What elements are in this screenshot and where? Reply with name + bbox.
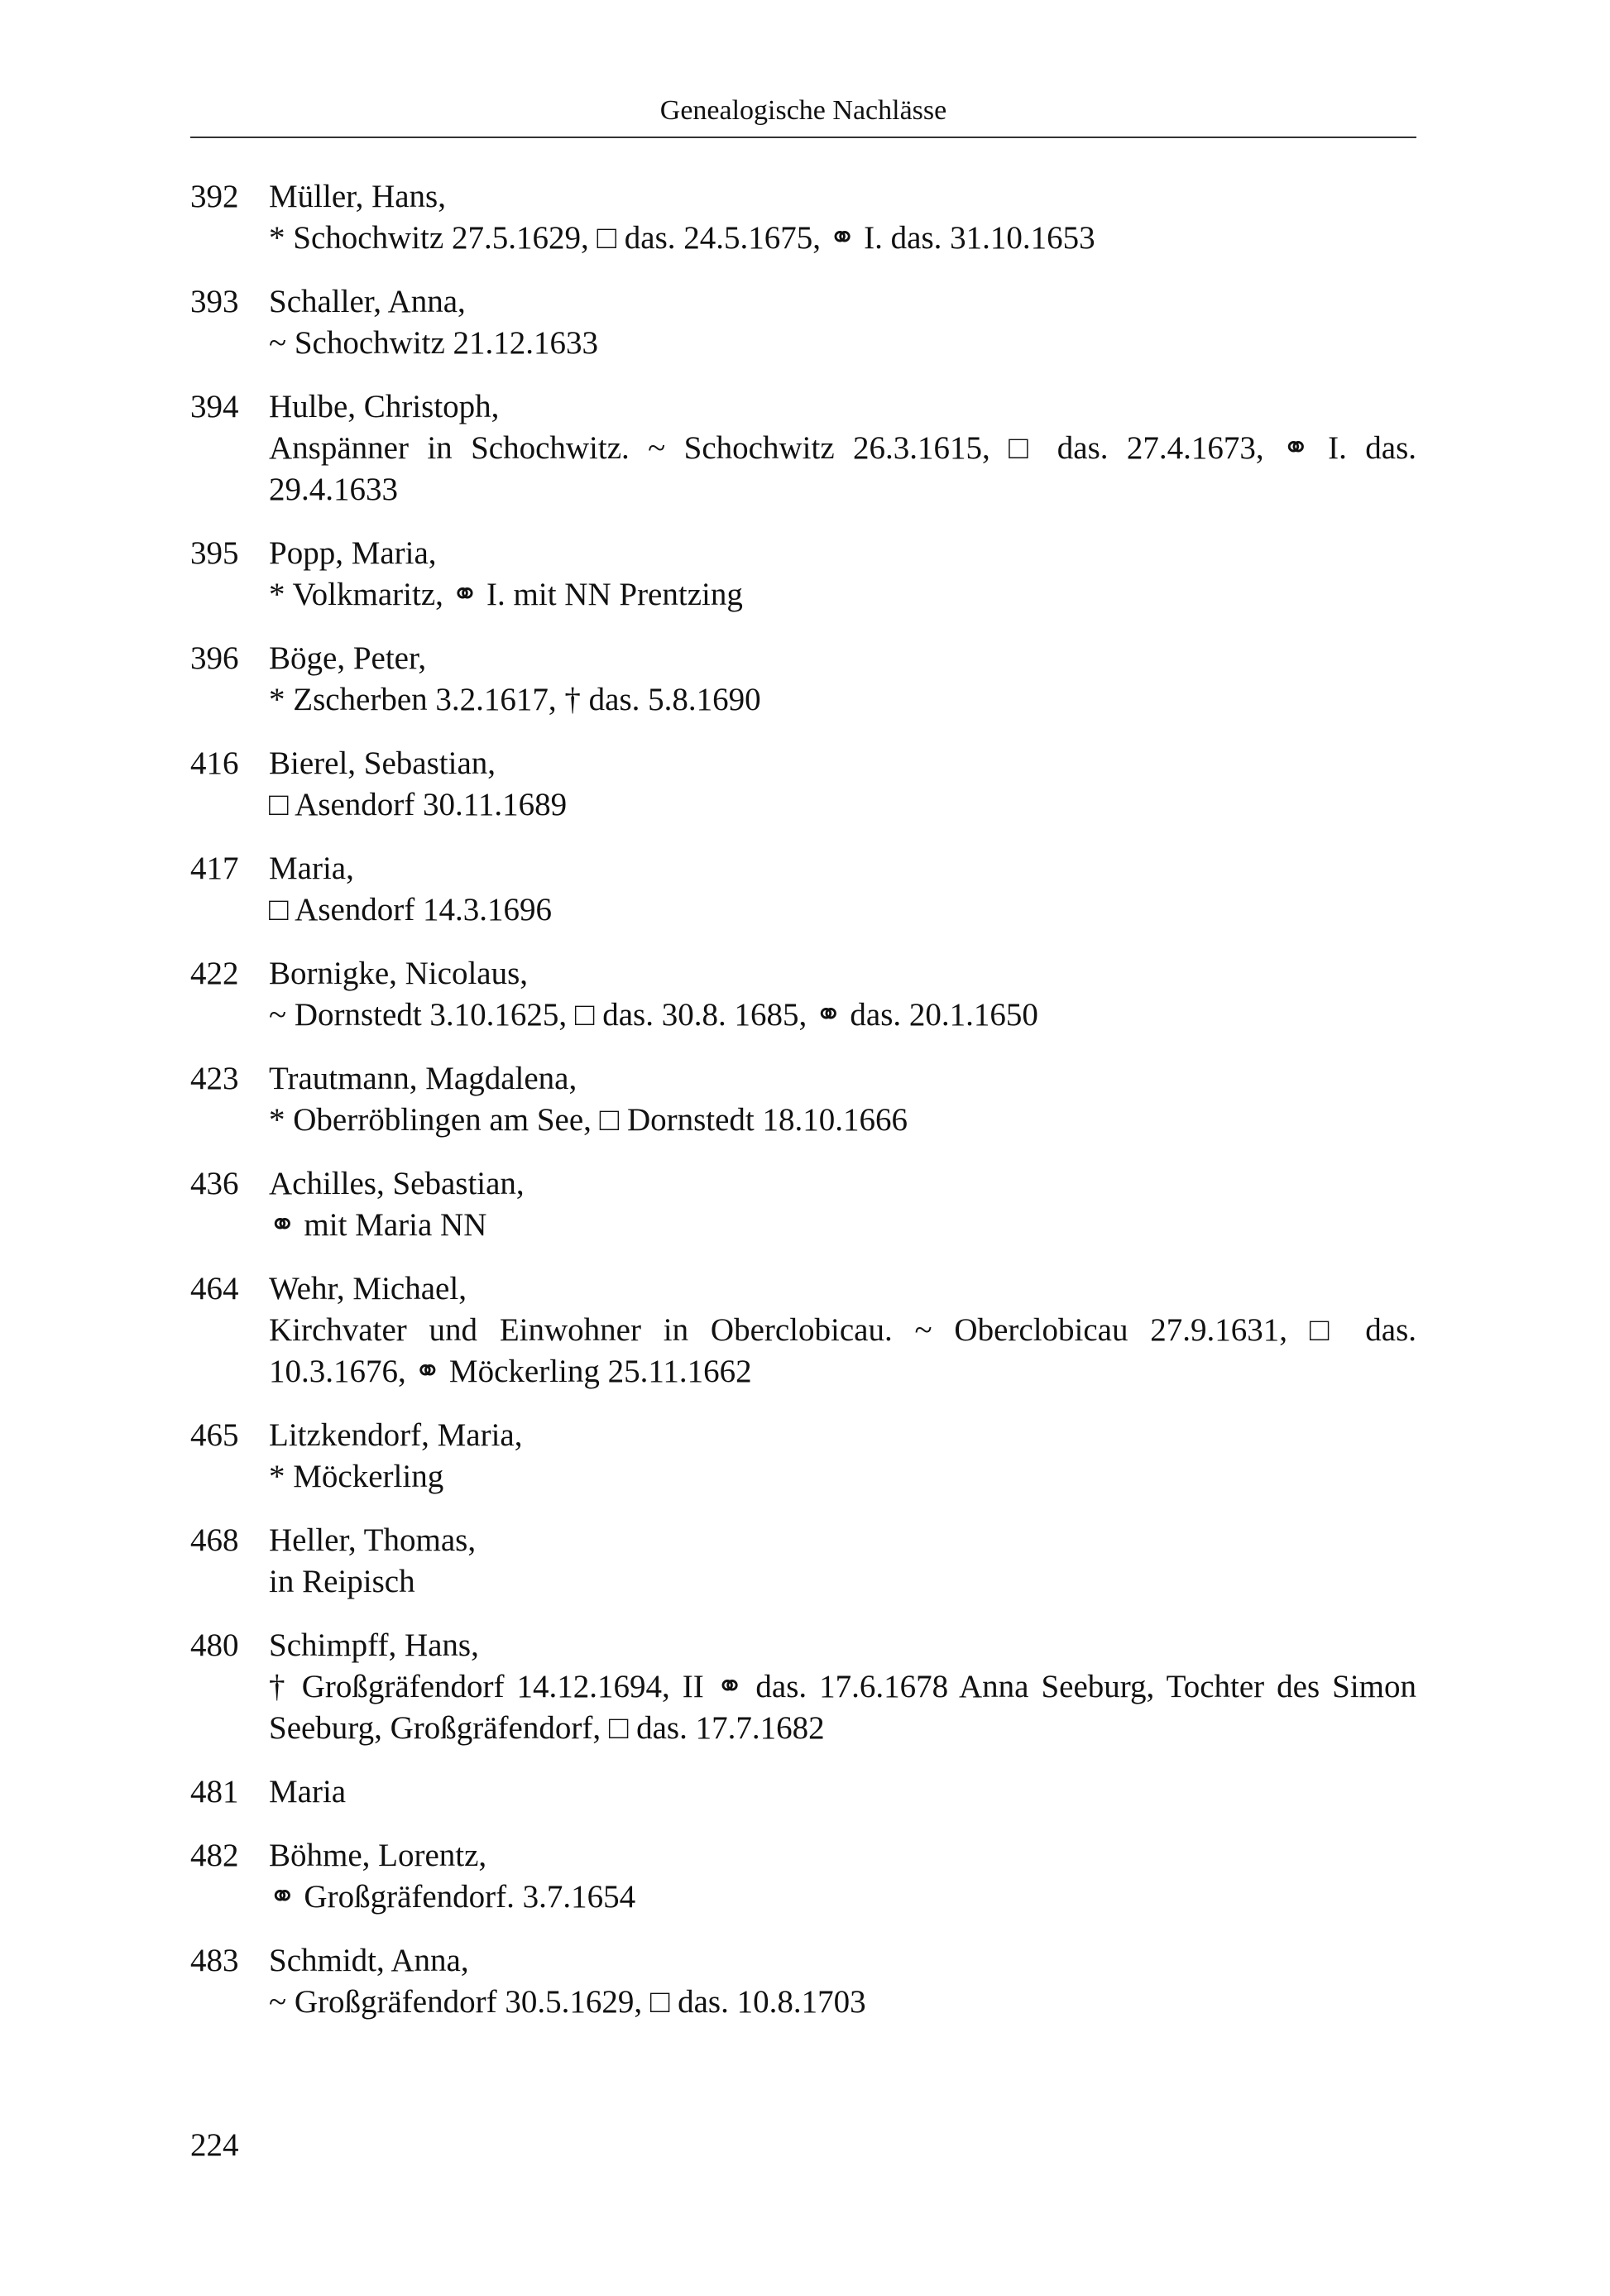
entry-name: Popp, Maria, xyxy=(269,535,437,571)
entry-number: 468 xyxy=(190,1522,239,1558)
entry-395 xyxy=(190,533,1416,616)
entry-details: ~ Dornstedt 3.10.1625, □ das. 30.8. 1685, ⚭ das. 20.1.1650 xyxy=(269,997,1038,1033)
entry-details: * Zscherben 3.2.1617, † das. 5.8.1690 xyxy=(269,682,761,717)
entry-392 xyxy=(190,176,1416,259)
entry-name: Wehr, Michael, xyxy=(269,1271,467,1306)
entry-name: Hulbe, Christoph, xyxy=(269,389,500,424)
entry-number: 395 xyxy=(190,535,239,571)
entry-name: Schmidt, Anna, xyxy=(269,1943,469,1978)
entry-396 xyxy=(190,638,1416,721)
entry-number: 393 xyxy=(190,284,239,319)
entry-name: Trautmann, Magdalena, xyxy=(269,1061,577,1096)
entry-name: Böhme, Lorentz, xyxy=(269,1838,487,1873)
entry-number: 396 xyxy=(190,640,239,676)
entry-details: in Reipisch xyxy=(269,1564,415,1599)
entry-number: 392 xyxy=(190,179,239,214)
entry-number: 464 xyxy=(190,1271,239,1306)
entry-name: Schimpff, Hans, xyxy=(269,1627,479,1663)
entry-468 xyxy=(190,1520,1416,1603)
entry-number: 481 xyxy=(190,1774,239,1809)
entry-number: 482 xyxy=(190,1838,239,1873)
running-header: Genealogische Nachlässe xyxy=(659,95,947,126)
entry-name: Müller, Hans, xyxy=(269,179,446,214)
entry-name: Litzkendorf, Maria, xyxy=(269,1417,523,1453)
entry-417 xyxy=(190,848,1416,931)
entry-name: Bornigke, Nicolaus, xyxy=(269,956,529,991)
entry-name: Schaller, Anna, xyxy=(269,284,466,319)
entry-details: ~ Schochwitz 21.12.1633 xyxy=(269,325,599,361)
entry-details: * Möckerling xyxy=(269,1459,444,1494)
entry-details: ~ Großgräfendorf 30.5.1629, □ das. 10.8.1703 xyxy=(269,1984,866,2020)
entry-details: Anspänner in Schochwitz. ~ Schochwitz 26.3.1615, □ das. 27.4.1673, ⚭ I. das. 29.4.1633 xyxy=(269,430,1416,507)
entry-number: 417 xyxy=(190,851,239,886)
entry-name: Bierel, Sebastian, xyxy=(269,745,496,781)
entry-465 xyxy=(190,1415,1416,1498)
entry-number: 483 xyxy=(190,1943,239,1978)
entry-481 xyxy=(190,1771,1416,1813)
entry-details: ⚭ Großgräfendorf. 3.7.1654 xyxy=(269,1879,636,1915)
entry-number: 436 xyxy=(190,1166,239,1201)
entry-details: Kirchvater und Einwohner in Oberclobicau. ~ Oberclobicau 27.9.1631, □ das. 10.3.1676, ⚭ Möckerling 25.11.1662 xyxy=(269,1312,1416,1389)
header-rule xyxy=(190,137,1416,138)
entry-name: Maria, xyxy=(269,851,354,886)
entry-details: † Großgräfendorf 14.12.1694, II ⚭ das. 17.6.1678 Anna Seeburg, Tochter des Simon Seeburg, Großgräfendorf, □ das. 17.7.1682 xyxy=(269,1669,1416,1746)
entry-details: * Schochwitz 27.5.1629, □ das. 24.5.1675, ⚭ I. das. 31.10.1653 xyxy=(269,220,1095,256)
entry-name: Achilles, Sebastian, xyxy=(269,1166,525,1201)
entry-422 xyxy=(190,953,1416,1036)
entry-details: ⚭ mit Maria NN xyxy=(269,1207,487,1243)
entry-number: 423 xyxy=(190,1061,239,1096)
entry-416 xyxy=(190,743,1416,826)
entry-480 xyxy=(190,1625,1416,1749)
entry-number: 465 xyxy=(190,1417,239,1453)
entry-details: * Oberröblingen am See, □ Dornstedt 18.10.1666 xyxy=(269,1102,908,1138)
entry-details: * Volkmaritz, ⚭ I. mit NN Prentzing xyxy=(269,577,743,612)
entry-number: 394 xyxy=(190,389,239,424)
entry-482 xyxy=(190,1835,1416,1918)
genealogy-entry-list xyxy=(190,176,1416,2045)
entry-464 xyxy=(190,1268,1416,1392)
entry-number: 480 xyxy=(190,1627,239,1663)
entry-393 xyxy=(190,281,1416,364)
entry-483 xyxy=(190,1940,1416,2023)
entry-details: □ Asendorf 14.3.1696 xyxy=(269,892,553,928)
entry-394 xyxy=(190,386,1416,510)
entry-436 xyxy=(190,1163,1416,1246)
entry-number: 416 xyxy=(190,745,239,781)
entry-name: Maria xyxy=(269,1774,347,1809)
entry-details: □ Asendorf 30.11.1689 xyxy=(269,787,568,822)
entry-name: Heller, Thomas, xyxy=(269,1522,477,1558)
page-number: 224 xyxy=(190,2127,239,2163)
entry-423 xyxy=(190,1058,1416,1141)
entry-number: 422 xyxy=(190,956,239,991)
entry-name: Böge, Peter, xyxy=(269,640,427,676)
